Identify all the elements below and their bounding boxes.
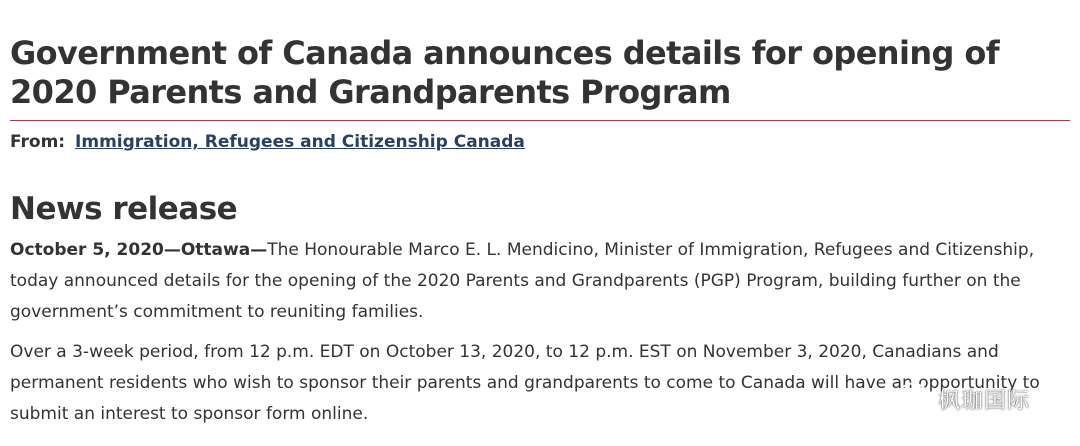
watermark — [896, 382, 1030, 416]
section-heading: News release — [10, 191, 238, 227]
dateline: October 5, 2020—Ottawa— — [10, 240, 268, 260]
paragraph-period: Over a 3-week period, from 12 p.m. EDT on October 13, 2020, to 12 p.m. EST on November 3, 2020, Canadians and permanent residents who wish to sponsor their parents and grandparents to come to Canada will have an opportunity to submit an interest to sponsor form online. — [10, 342, 1040, 424]
watermark-text: 枫珈国际 — [938, 388, 1031, 414]
title-divider — [10, 120, 1070, 121]
from-line — [10, 131, 1070, 153]
paragraph-intro-body: The Honourable Marco E. L. Mendicino, Minister of Immigration, Refugees and Citizenship, today announced details for the opening of the 2020 Parents and Grandparents (PGP) Program, building further on the government’s commitment to reuniting families. — [10, 240, 1035, 322]
news-article — [10, 0, 1070, 430]
department-link[interactable]: Immigration, Refugees and Citizenship Canada — [75, 132, 525, 152]
wechat-icon — [896, 382, 930, 416]
page-title: Government of Canada announces details for opening of 2020 Parents and Grandparents Program — [10, 34, 1000, 111]
from-label: From: — [10, 132, 66, 152]
paragraph-intro — [10, 235, 1070, 328]
